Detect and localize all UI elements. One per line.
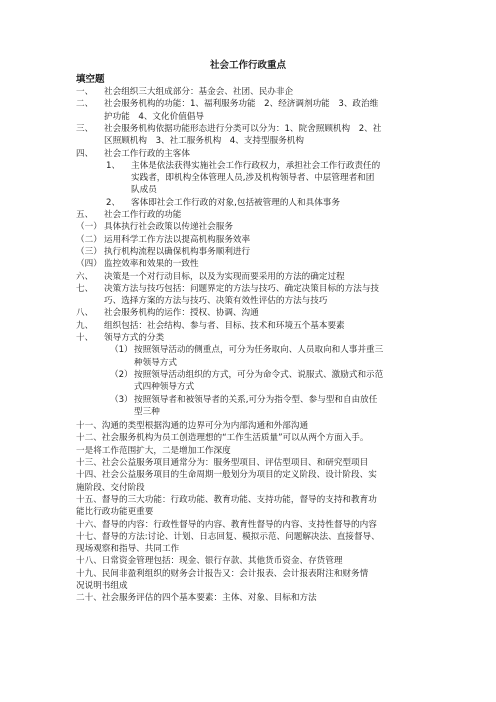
list-item-text: 社会服务机构的运作：授权、协调、沟通 bbox=[104, 308, 259, 319]
list-item-text: 具体执行社会政策以传递社会服务 bbox=[104, 222, 233, 233]
list-item-number: 1、 bbox=[106, 160, 121, 171]
list-item-number: 2、 bbox=[106, 197, 121, 208]
list-item-number: （三） bbox=[76, 246, 102, 257]
list-item-text: 决策方法与技巧包括：问题界定的方法与技巧、确定决策目标的方法与技 bbox=[104, 283, 380, 294]
list-item-text: 监控效率和效果的一致性 bbox=[104, 259, 199, 270]
section-heading: 填空题 bbox=[76, 74, 105, 85]
paragraph-line: 十九、民间非盈利组织的财务会计报告又：会计报表、会计报表附注和财务情 bbox=[76, 568, 369, 579]
list-item-text: 巧、选择方案的方法与技巧、决策有效性评估的方法与技巧 bbox=[104, 296, 328, 307]
paragraph-line: 能比行政功能更重要 bbox=[76, 507, 154, 518]
list-item-text: 决策是一个对行动目标，以及为实现而要采用的方法的确定过程 bbox=[104, 271, 345, 282]
list-item-number: （3） bbox=[110, 394, 133, 405]
list-item-text: 型三种 bbox=[134, 406, 160, 417]
paragraph-line: 十六、督导的内容：行政性督导的内容、教育性督导的内容、支持性督导的内容 bbox=[76, 519, 377, 530]
list-item-text: 执行机构流程以确保机构事务顺利进行 bbox=[104, 246, 251, 257]
list-item-text: 客体即社会工作行政的对象,包括被管理的人和具体事务 bbox=[131, 197, 340, 208]
list-item-number: 九、 bbox=[76, 320, 94, 331]
list-item-number: 十、 bbox=[76, 333, 94, 343]
list-item-number: （二） bbox=[76, 234, 102, 245]
paragraph-line: 况说明书组成 bbox=[76, 581, 128, 591]
list-item-text: 种领导方式 bbox=[134, 357, 177, 368]
paragraph-line: 十二、社会服务机构为员工创造理想的“工作生活质量”可以从两个方面入手。 bbox=[76, 433, 369, 444]
list-item-text: 按照领导活动组织的方式，可分为命令式、说服式、激励式和示范 bbox=[134, 369, 384, 380]
list-item-text: 社会服务机构的功能：1、福利服务功能 2、经济调剂功能 3、政治维 bbox=[104, 99, 379, 110]
page-title: 社会工作行政重点 bbox=[209, 60, 286, 71]
list-item-number: 八、 bbox=[76, 308, 94, 319]
list-item-number: （四） bbox=[76, 259, 102, 270]
list-item-text: 组织包括：社会结构、参与者、目标、技术和环境五个基本要素 bbox=[104, 320, 345, 331]
paragraph-line: 十三、社会公益服务项目通常分为：服务型项目、评估型项目、和研究型项目 bbox=[76, 458, 369, 468]
list-item-number: （一） bbox=[76, 222, 102, 233]
list-item-number: 三、 bbox=[76, 123, 94, 134]
list-item-number: 五、 bbox=[76, 210, 94, 220]
list-item-text: 社会工作行政的功能 bbox=[104, 210, 182, 220]
list-item-text: 运用科学工作方法以提高机构服务效率 bbox=[104, 234, 251, 245]
paragraph-line: 现场观察和指导、共同工作 bbox=[76, 544, 180, 555]
list-item-number: 一、 bbox=[76, 87, 94, 97]
paragraph-line: 施阶段、交付阶段 bbox=[76, 482, 145, 493]
list-item-text: 社会服务机构依据功能形态进行分类可以分为：1、院舍照顾机构 2、社 bbox=[104, 123, 382, 134]
list-item-text: 社会组织三大组成部分：基金会、社团、民办非企 bbox=[104, 87, 294, 97]
list-item-number: 四、 bbox=[76, 148, 94, 159]
list-item-number: 七、 bbox=[76, 283, 94, 294]
list-item-text: 队成员 bbox=[131, 185, 157, 196]
list-item-text: 主体是依法获得实施社会工作行政权力，承担社会工作行政责任的 bbox=[131, 160, 381, 171]
list-item-text: 式四种领导方式 bbox=[134, 382, 195, 393]
list-item-text: 领导方式的分类 bbox=[104, 333, 165, 343]
list-item-text: 区照顾机构 3、社工服务机构 4、支持型服务机构 bbox=[104, 136, 304, 147]
paragraph-line: 二十、社会服务评估的四个基本要素：主体、对象、目标和方法 bbox=[76, 593, 317, 604]
list-item-number: 二、 bbox=[76, 99, 94, 110]
list-item-number: （2） bbox=[110, 369, 133, 380]
paragraph-line: 一是将工作范围扩大，二是增加工作深度 bbox=[76, 445, 231, 456]
paragraph-line: 十八、日常资金管理包括：现金、银行存款、其他货币资金、存货管理 bbox=[76, 556, 343, 567]
list-item-text: 社会工作行政的主客体 bbox=[104, 148, 190, 159]
paragraph-line: 十四、社会公益服务项目的生命周期一般划分为项目的定义阶段、设计阶段、实 bbox=[76, 470, 377, 481]
list-item-number: 六、 bbox=[76, 271, 94, 282]
list-item-text: 实践者，即机构全体管理人员,涉及机构领导者、中层管理者和团 bbox=[131, 173, 375, 184]
paragraph-line: 十五、督导的三大功能：行政功能、教育功能、支持功能，督导的支持和教育功 bbox=[76, 494, 377, 505]
paragraph-line: 十七、督导的方法:讨论、计划、日志回复、模拟示范、问题解决法、直接督导、 bbox=[76, 531, 380, 542]
list-item-number: （1） bbox=[110, 345, 133, 356]
list-item-text: 按照领导活动的侧重点，可分为任务取向、人员取向和人事并重三 bbox=[134, 345, 384, 356]
list-item-text: 护功能 4、文化价值倡导 bbox=[104, 111, 204, 122]
paragraph-line: 十一、沟通的类型根据沟通的边界可分为内部沟通和外部沟通 bbox=[76, 421, 309, 432]
list-item-text: 按照领导者和被领导者的关系,可分为指令型、参与型和自由放任 bbox=[134, 394, 378, 405]
